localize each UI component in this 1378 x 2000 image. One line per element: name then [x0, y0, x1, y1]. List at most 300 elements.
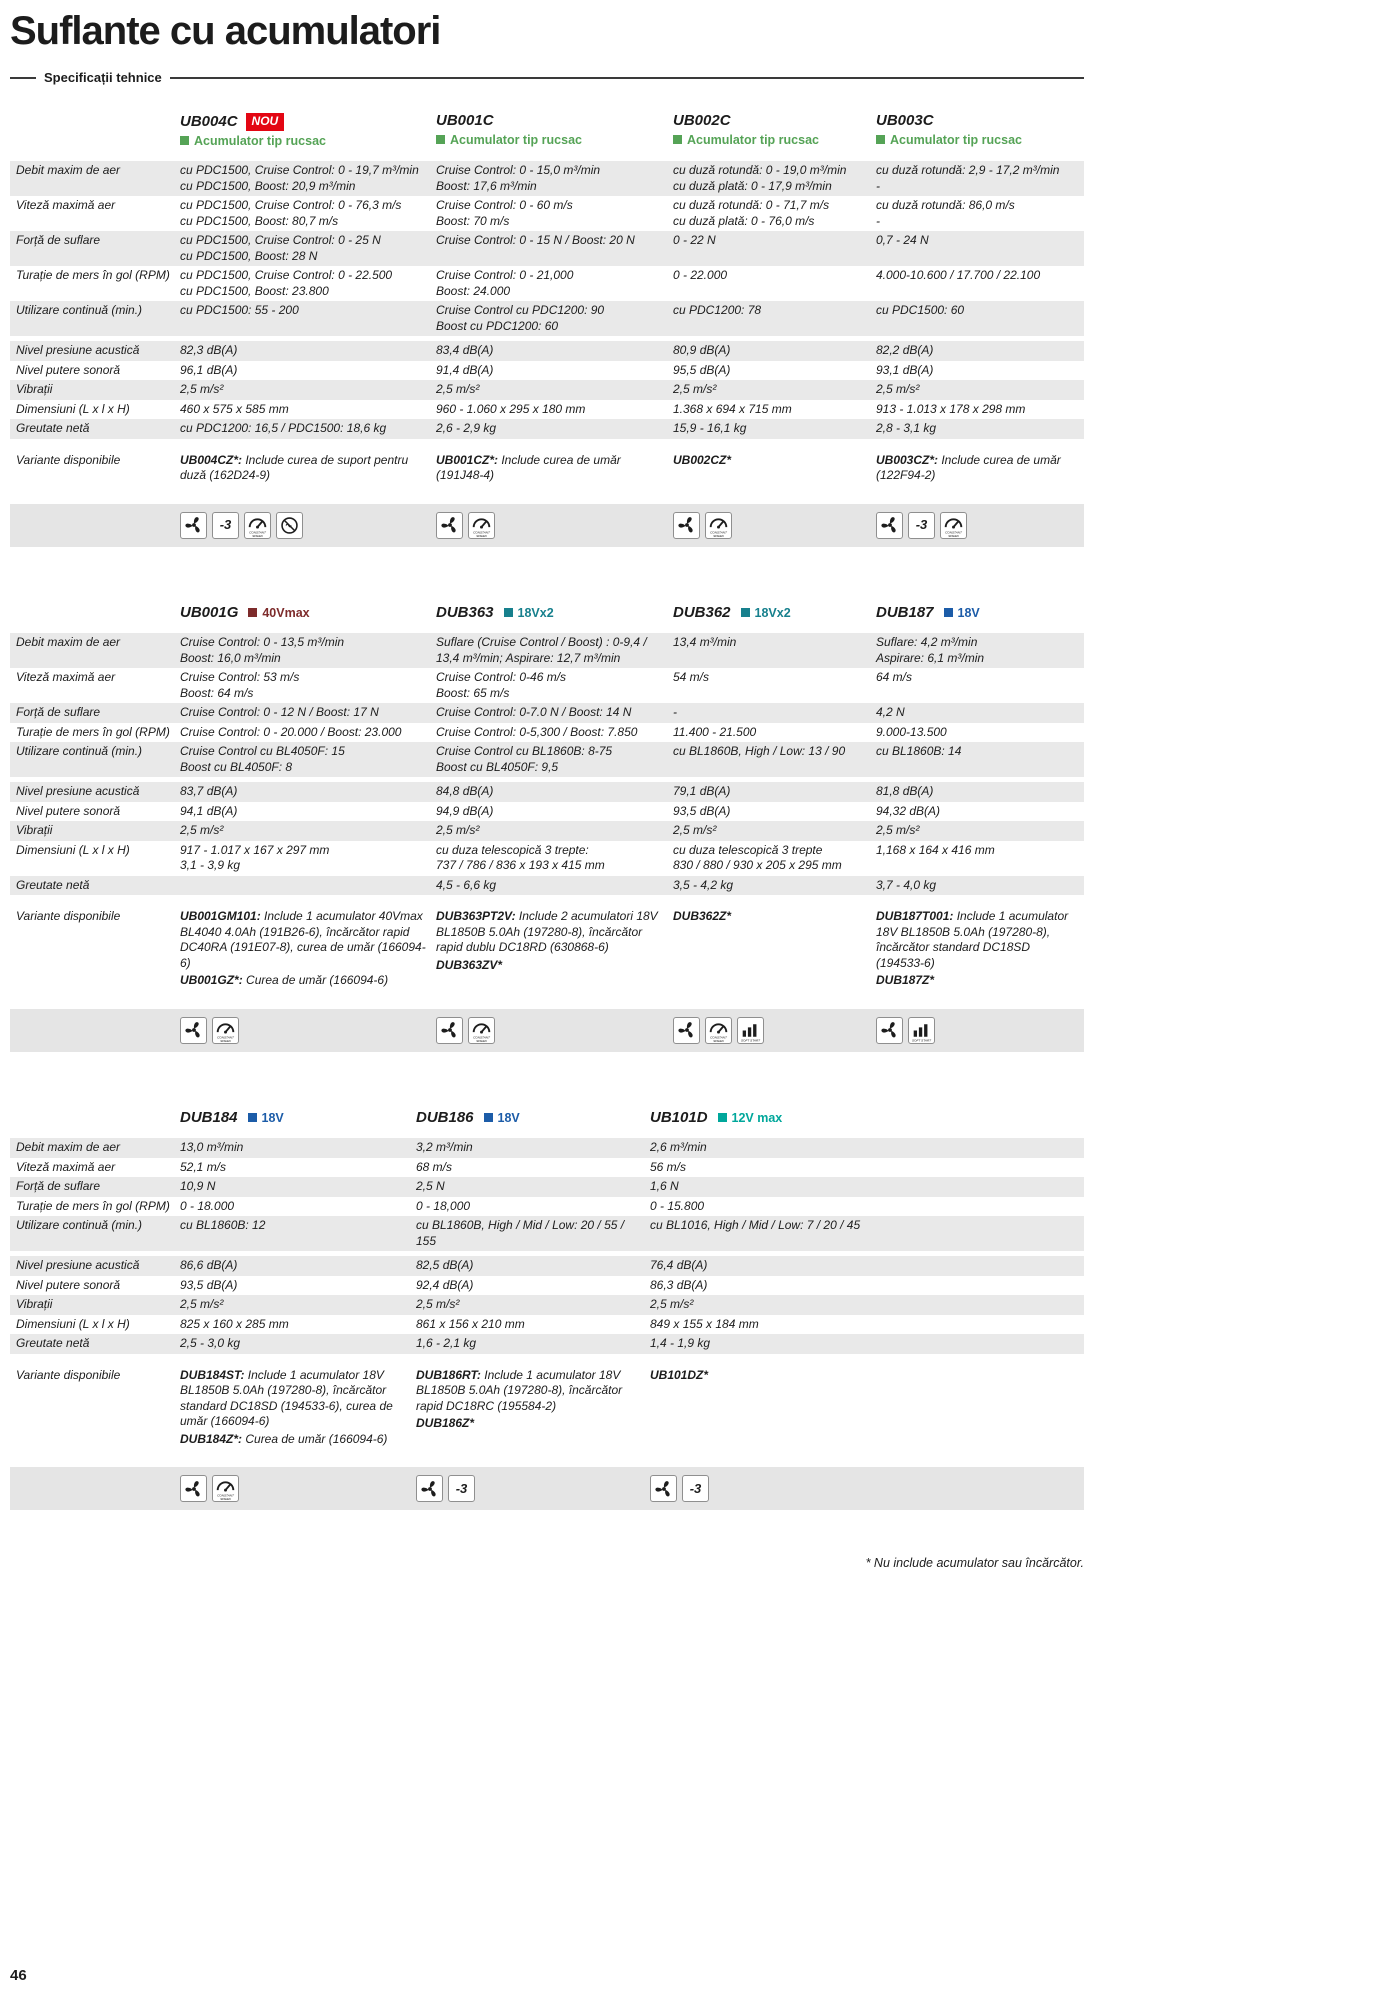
- spec-line: 0 - 22.000: [673, 268, 728, 282]
- feature-icon-group: [436, 510, 673, 541]
- spec-value: [436, 703, 673, 723]
- product-header: [416, 1108, 650, 1129]
- spec-value: [876, 231, 1084, 266]
- spec-line: 93,5 dB(A): [180, 1277, 238, 1292]
- variant-code: DUB187T001:: [876, 909, 954, 923]
- spec-line: 1,6 - 2,1 kg: [416, 1336, 477, 1350]
- spec-value: [650, 1334, 1084, 1354]
- product-header: [876, 603, 1084, 624]
- spec-row: [10, 782, 1084, 802]
- row-label: Greutate netă: [16, 421, 90, 435]
- model-line: [876, 605, 1076, 622]
- variant-code: UB002CZ*: [673, 452, 732, 467]
- spec-value: [673, 196, 876, 231]
- voltage-label: 18Vx2: [517, 605, 554, 620]
- variant-code: UB001GM101:: [180, 909, 261, 923]
- spec-value: [673, 266, 876, 301]
- variants-cell: [180, 1366, 416, 1452]
- model-line: [876, 113, 1076, 130]
- svg-text:CONSTANT: CONSTANT: [473, 530, 490, 535]
- constant-speed-icon: [212, 1475, 239, 1502]
- variant-description: Include 1 acumulator 18V BL1850B 5.0Ah (197280-8), încărcător rapid DC18RC (195584-2): [416, 1367, 623, 1413]
- row-label: Turație de mers în gol (RPM): [16, 268, 170, 282]
- product-model: DUB187: [876, 603, 934, 621]
- spec-row: [10, 802, 1084, 822]
- spec-line: Boost cu BL4050F: 8: [180, 759, 293, 774]
- variants-cell: [436, 907, 673, 993]
- spec-line: Boost: 65 m/s: [436, 685, 510, 700]
- section-header: [10, 603, 1084, 624]
- rule-right: [170, 77, 1084, 79]
- spec-value: [416, 1177, 650, 1197]
- spec-line: 737 / 786 / 836 x 193 x 415 mm: [436, 858, 605, 872]
- spec-value: [180, 1276, 416, 1296]
- spec-value: [436, 341, 673, 361]
- spec-value: [876, 380, 1084, 400]
- voltage-square-icon: [180, 136, 189, 145]
- svg-text:SOFT START: SOFT START: [911, 1038, 932, 1043]
- row-label: Utilizare continuă (min.): [16, 303, 143, 317]
- spec-line: Cruise Control cu BL4050F: 15: [180, 744, 345, 758]
- spec-value: [180, 1216, 416, 1251]
- variants-cell: [650, 1366, 1084, 1452]
- row-label: Viteză maximă aer: [16, 198, 116, 212]
- spec-line: Cruise Control: 0 - 15 N / Boost: 20 N: [436, 233, 635, 247]
- spec-value: [180, 1177, 416, 1197]
- variant-code: UB001CZ*:: [436, 452, 499, 467]
- voltage-square-icon: [436, 135, 445, 144]
- product-header: [673, 111, 876, 151]
- feature-icon-group: [876, 1015, 1084, 1046]
- spec-value: [673, 668, 876, 703]
- fan-icon: [416, 1475, 443, 1502]
- spec-line: 2,5 m/s²: [673, 382, 717, 396]
- product-model: DUB362: [673, 603, 731, 621]
- product-voltage: [673, 133, 868, 149]
- spec-value: [436, 723, 673, 743]
- spec-line: 76,4 dB(A): [650, 1258, 708, 1272]
- spec-value: [876, 668, 1084, 703]
- spec-line: Cruise Control: 0 - 15,0 m³/min: [436, 163, 601, 177]
- row-label: Variante disponibile: [16, 452, 121, 467]
- spec-line: cu PDC1500, Boost: 80,7 m/s: [180, 213, 339, 228]
- svg-text:CONSTANT: CONSTANT: [710, 530, 727, 535]
- spec-line: 849 x 155 x 184 mm: [650, 1316, 759, 1331]
- spec-value: [416, 1197, 650, 1217]
- fan-icon: [876, 1017, 903, 1044]
- header-spacer: [10, 111, 180, 151]
- spec-line: cu duza telescopică 3 trepte:: [436, 842, 589, 857]
- model-line: [673, 113, 868, 130]
- row-label: Nivel putere sonoră: [16, 362, 121, 377]
- spec-row: [10, 161, 1084, 196]
- spec-line: 80,9 dB(A): [673, 343, 731, 357]
- row-label: Vibrații: [16, 823, 53, 837]
- variant-entry: [180, 973, 428, 989]
- spec-line: Boost: 17,6 m³/min: [436, 178, 537, 193]
- spec-row: [10, 266, 1084, 301]
- product-header: [673, 603, 876, 624]
- feature-icon-group: [180, 510, 436, 541]
- spec-row: [10, 1197, 1084, 1217]
- spec-value: [416, 1158, 650, 1178]
- spec-line: 2,5 m/s²: [876, 382, 920, 396]
- spec-line: 2,5 m/s²: [180, 1297, 224, 1311]
- svg-text:SPEED: SPEED: [713, 1038, 724, 1043]
- spec-line: Cruise Control cu PDC1200: 90: [436, 303, 605, 317]
- variant-description: Include curea de suport pentru duză (162D24-9): [180, 452, 409, 482]
- spec-row: [10, 400, 1084, 420]
- variant-description: Curea de umăr (166094-6): [242, 1431, 388, 1446]
- variant-code: UB101DZ*: [650, 1367, 709, 1382]
- page-title: Suflante cu acumulatori: [10, 9, 441, 53]
- spec-line: -: [876, 178, 880, 193]
- spec-row: [10, 1334, 1084, 1354]
- spec-value: [650, 1216, 1084, 1251]
- spec-line: 1,4 - 1,9 kg: [650, 1336, 711, 1350]
- row-label: Viteză maximă aer: [16, 670, 116, 684]
- icon-band-spacer: [10, 1015, 180, 1046]
- product-model: DUB184: [180, 1108, 238, 1126]
- spec-value: [436, 301, 673, 336]
- fan-icon: [436, 1017, 463, 1044]
- voltage-label: Acumulator tip rucsac: [450, 132, 582, 147]
- spec-line: 84,8 dB(A): [436, 784, 494, 798]
- variant-code: DUB187Z*: [876, 973, 935, 987]
- spec-value: [650, 1197, 1084, 1217]
- product-header: [180, 111, 436, 151]
- icon-band-spacer: [10, 1473, 180, 1504]
- voltage-label: 18V: [261, 1110, 284, 1125]
- spec-value: [673, 341, 876, 361]
- svg-text:CONSTANT: CONSTANT: [217, 1493, 234, 1498]
- spec-line: 91,4 dB(A): [436, 362, 494, 377]
- spec-row: [10, 361, 1084, 381]
- spec-value: [673, 361, 876, 381]
- row-label: Vibrații: [16, 382, 53, 396]
- svg-text:SPEED: SPEED: [713, 533, 724, 538]
- spec-value: [650, 1295, 1084, 1315]
- spec-row: [10, 1256, 1084, 1276]
- spec-row: [10, 1177, 1084, 1197]
- variants-cell: [673, 907, 876, 993]
- feature-icons: [180, 1017, 428, 1044]
- variant-description: Include curea de umăr (191J48-4): [436, 452, 621, 482]
- voltage-label: Acumulator tip rucsac: [890, 132, 1022, 147]
- variant-entry: [180, 1432, 408, 1448]
- spec-line: 825 x 160 x 285 mm: [180, 1316, 289, 1331]
- minus3-icon: -3: [908, 512, 935, 539]
- voltage-square-icon: [673, 135, 682, 144]
- sections: [10, 111, 1084, 1510]
- product-header: [436, 111, 673, 151]
- voltage-square-icon: [876, 135, 885, 144]
- spec-value: [876, 802, 1084, 822]
- spec-value: [673, 802, 876, 822]
- spec-value: [436, 266, 673, 301]
- spec-value: [180, 1334, 416, 1354]
- spec-line: Cruise Control: 0 - 12 N / Boost: 17 N: [180, 705, 379, 719]
- fan-icon: [876, 512, 903, 539]
- variants-row: [10, 451, 1084, 488]
- spec-value: [673, 400, 876, 420]
- variant-code: DUB363PT2V:: [436, 909, 516, 923]
- spec-line: cu duză plată: 0 - 17,9 m³/min: [673, 178, 832, 193]
- spec-value: [650, 1158, 1084, 1178]
- spec-line: Boost cu BL4050F: 9,5: [436, 759, 559, 774]
- spec-row: [10, 723, 1084, 743]
- spec-line: Cruise Control: 0-7.0 N / Boost: 14 N: [436, 705, 632, 719]
- voltage-label: 18V: [497, 1110, 520, 1125]
- spec-line: Boost: 24.000: [436, 283, 511, 298]
- variant-entry: [180, 909, 428, 971]
- spec-value: [673, 841, 876, 876]
- spec-value: [436, 633, 673, 668]
- spec-row: [10, 668, 1084, 703]
- voltage-square-icon: [484, 1113, 493, 1122]
- row-label: Variante disponibile: [16, 909, 121, 923]
- spec-line: 3,5 - 4,2 kg: [673, 877, 734, 892]
- section-header: [10, 1108, 1084, 1129]
- product-model: UB003C: [876, 112, 934, 129]
- svg-text:CONSTANT: CONSTANT: [217, 1035, 234, 1040]
- spec-line: 2,5 m/s²: [180, 823, 224, 837]
- row-label: Nivel presiune acustică: [16, 1258, 140, 1272]
- spec-line: cu PDC1200: 16,5 / PDC1500: 18,6 kg: [180, 421, 387, 435]
- constant-speed-icon: [705, 1017, 732, 1044]
- variants-cell: [876, 907, 1084, 993]
- constant-speed-icon: [468, 512, 495, 539]
- spec-value: [180, 703, 436, 723]
- variant-code: DUB184ST:: [180, 1367, 245, 1382]
- spec-value: [673, 821, 876, 841]
- spec-value: [876, 841, 1084, 876]
- product-model: UB001G: [180, 603, 239, 621]
- model-line: [673, 605, 868, 622]
- variant-description: Curea de umăr (166094-6): [242, 973, 389, 987]
- spec-value: [650, 1315, 1084, 1335]
- spec-value: [180, 742, 436, 777]
- spec-line: cu PDC1500, Boost: 23.800: [180, 283, 329, 298]
- spec-line: Aspirare: 6,1 m³/min: [876, 650, 985, 665]
- spec-value: [180, 1256, 416, 1276]
- spec-line: 52,1 m/s: [180, 1159, 227, 1174]
- variant-entry: [673, 909, 868, 925]
- variant-entry: [180, 1368, 408, 1430]
- spec-line: 1,168 x 164 x 416 mm: [876, 842, 995, 857]
- model-line: [436, 605, 665, 622]
- fan-icon: [180, 1017, 207, 1044]
- product-voltage: [718, 1111, 783, 1125]
- variants-cell: [180, 451, 436, 488]
- spec-value: [180, 196, 436, 231]
- product-header: [180, 1108, 416, 1129]
- spec-value: [436, 782, 673, 802]
- spec-value: [436, 196, 673, 231]
- voltage-square-icon: [718, 1113, 727, 1122]
- spec-value: [416, 1216, 650, 1251]
- variant-description: Include curea de umăr (122F94-2): [876, 452, 1061, 482]
- svg-text:SPEED: SPEED: [220, 1497, 231, 1501]
- variant-entry: [436, 909, 665, 956]
- spec-line: 960 - 1.060 x 295 x 180 mm: [436, 401, 586, 416]
- model-line: [416, 1110, 642, 1127]
- fan-icon: [673, 512, 700, 539]
- variant-entry: [436, 453, 665, 484]
- spec-line: 83,4 dB(A): [436, 343, 494, 357]
- spec-line: Cruise Control: 0 - 13,5 m³/min: [180, 635, 345, 649]
- spec-value: [876, 400, 1084, 420]
- spec-value: [436, 231, 673, 266]
- variant-entry: [876, 453, 1076, 484]
- spec-line: 830 / 880 / 930 x 205 x 295 mm: [673, 858, 842, 872]
- voltage-label: Acumulator tip rucsac: [687, 132, 819, 147]
- constant-speed-icon: [940, 512, 967, 539]
- svg-text:SPEED: SPEED: [948, 533, 959, 538]
- product-model: UB004C: [180, 113, 238, 130]
- row-label: Forță de suflare: [16, 1179, 101, 1193]
- feature-icons: [180, 1475, 408, 1502]
- spec-line: 2,6 m³/min: [650, 1140, 707, 1154]
- spec-line: cu BL1860B: 12: [180, 1218, 266, 1232]
- spec-line: cu duză rotundă: 86,0 m/s: [876, 198, 1015, 212]
- variants-cell: [876, 451, 1084, 488]
- spec-line: 13,0 m³/min: [180, 1140, 244, 1154]
- spec-line: 95,5 dB(A): [673, 362, 731, 377]
- spec-line: 86,6 dB(A): [180, 1258, 238, 1272]
- feature-icon-group: [673, 510, 876, 541]
- feature-icon-band: [10, 504, 1084, 547]
- spec-row: [10, 841, 1084, 876]
- product-header: [180, 603, 436, 624]
- svg-text:SPEED: SPEED: [252, 533, 263, 538]
- spec-value: [876, 419, 1084, 439]
- spec-value: [416, 1334, 650, 1354]
- row-label: Debit maxim de aer: [16, 635, 121, 649]
- feature-icons: [673, 512, 868, 539]
- soft-start-icon: [908, 1017, 935, 1044]
- fan-icon: [180, 1475, 207, 1502]
- spec-value: [876, 266, 1084, 301]
- spec-value: [436, 400, 673, 420]
- row-label: Vibrații: [16, 1297, 53, 1311]
- spec-value: [436, 419, 673, 439]
- spec-row: [10, 1158, 1084, 1178]
- spec-value: [180, 380, 436, 400]
- row-label: Dimensiuni (L x l x H): [16, 842, 130, 857]
- row-label: Forță de suflare: [16, 233, 101, 247]
- spec-value: [436, 841, 673, 876]
- spec-value: [436, 742, 673, 777]
- spec-line: cu PDC1500: 55 - 200: [180, 303, 299, 317]
- spec-row: [10, 196, 1084, 231]
- spec-line: 3,1 - 3,9 kg: [180, 858, 241, 872]
- spec-line: Suflare (Cruise Control / Boost) : 0-9,4 /: [436, 635, 647, 649]
- spec-line: 4,5 - 6,6 kg: [436, 877, 497, 892]
- model-line: [180, 605, 428, 622]
- new-badge: NOU: [246, 113, 285, 131]
- variant-code: UB001GZ*:: [180, 973, 243, 987]
- svg-text:SOFT START: SOFT START: [740, 1038, 761, 1043]
- svg-text:CONSTANT: CONSTANT: [473, 1035, 490, 1040]
- spec-line: 0 - 15.800: [650, 1198, 705, 1213]
- spec-value: [180, 668, 436, 703]
- row-label: Utilizare continuă (min.): [16, 1218, 143, 1232]
- model-line: [180, 1110, 408, 1127]
- product-header: [876, 111, 1084, 151]
- spec-line: 2,5 m/s²: [180, 382, 224, 396]
- spec-value: [436, 821, 673, 841]
- spec-line: 917 - 1.017 x 167 x 297 mm: [180, 842, 330, 857]
- spec-value: [673, 301, 876, 336]
- row-label: Turație de mers în gol (RPM): [16, 724, 170, 739]
- spec-value: [673, 782, 876, 802]
- spec-line: 79,1 dB(A): [673, 784, 731, 798]
- svg-text:CONSTANT: CONSTANT: [249, 530, 266, 535]
- spec-line: 68 m/s: [416, 1159, 453, 1174]
- spec-row: [10, 231, 1084, 266]
- row-label: Nivel putere sonoră: [16, 1277, 121, 1292]
- product-voltage: [944, 606, 980, 620]
- model-line: [650, 1110, 1076, 1127]
- variant-description: Include 1 acumulator 18V BL1850B 5.0Ah (197280-8), încărcător standard DC18SD (194533-6), curea de umăr (166094-6): [180, 1367, 393, 1428]
- spec-line: 0,7 - 24 N: [876, 233, 929, 247]
- spec-row: [10, 821, 1084, 841]
- spec-line: 1.368 x 694 x 715 mm: [673, 401, 792, 416]
- model-line: [436, 113, 665, 130]
- spec-line: cu PDC1200: 78: [673, 303, 762, 317]
- spec-line: 2,5 N: [416, 1179, 445, 1193]
- spec-line: 82,5 dB(A): [416, 1258, 474, 1272]
- fan-icon: [436, 512, 463, 539]
- svg-text:SPEED: SPEED: [476, 533, 487, 538]
- spec-line: 3,7 - 4,0 kg: [876, 877, 937, 892]
- variant-description: Include 1 acumulator 40Vmax BL4040 4.0Ah (191B26-6), încărcător rapid DC40RA (191E07-8), curea de umăr (166094-6): [180, 909, 426, 970]
- spec-value: [416, 1315, 650, 1335]
- spec-value: [180, 1197, 416, 1217]
- spec-value: [416, 1295, 650, 1315]
- spec-line: Cruise Control: 0 - 21,000: [436, 268, 574, 282]
- voltage-square-icon: [741, 608, 750, 617]
- spec-value: [876, 361, 1084, 381]
- spec-value: [180, 161, 436, 196]
- voltage-label: Acumulator tip rucsac: [194, 133, 326, 148]
- variant-code: DUB186RT:: [416, 1367, 481, 1382]
- spec-line: 82,2 dB(A): [876, 343, 934, 357]
- spec-line: Cruise Control: 0-5,300 / Boost: 7.850: [436, 724, 638, 739]
- spec-row: [10, 742, 1084, 777]
- product-model: UB001C: [436, 112, 494, 129]
- row-gap: [10, 439, 1084, 451]
- spec-row: [10, 1276, 1084, 1296]
- spec-value: [673, 723, 876, 743]
- page-subtitle: Specificații tehnice: [44, 70, 162, 85]
- spec-line: 4,2 N: [876, 705, 905, 719]
- variants-cell: [436, 451, 673, 488]
- feature-icons: [180, 512, 428, 539]
- variants-cell: [180, 907, 436, 993]
- feature-icons: [876, 512, 1076, 539]
- variant-entry: [876, 909, 1076, 971]
- voltage-label: 40Vmax: [262, 605, 310, 620]
- footnote: * Nu include acumulator sau încărcător.: [865, 1556, 1084, 1570]
- constant-speed-icon: [212, 1017, 239, 1044]
- row-label: Forță de suflare: [16, 705, 101, 719]
- spec-line: cu duză plată: 0 - 76,0 m/s: [673, 213, 815, 228]
- feature-icon-group: [436, 1015, 673, 1046]
- variants-row: [10, 1366, 1084, 1452]
- fan-icon: [673, 1017, 700, 1044]
